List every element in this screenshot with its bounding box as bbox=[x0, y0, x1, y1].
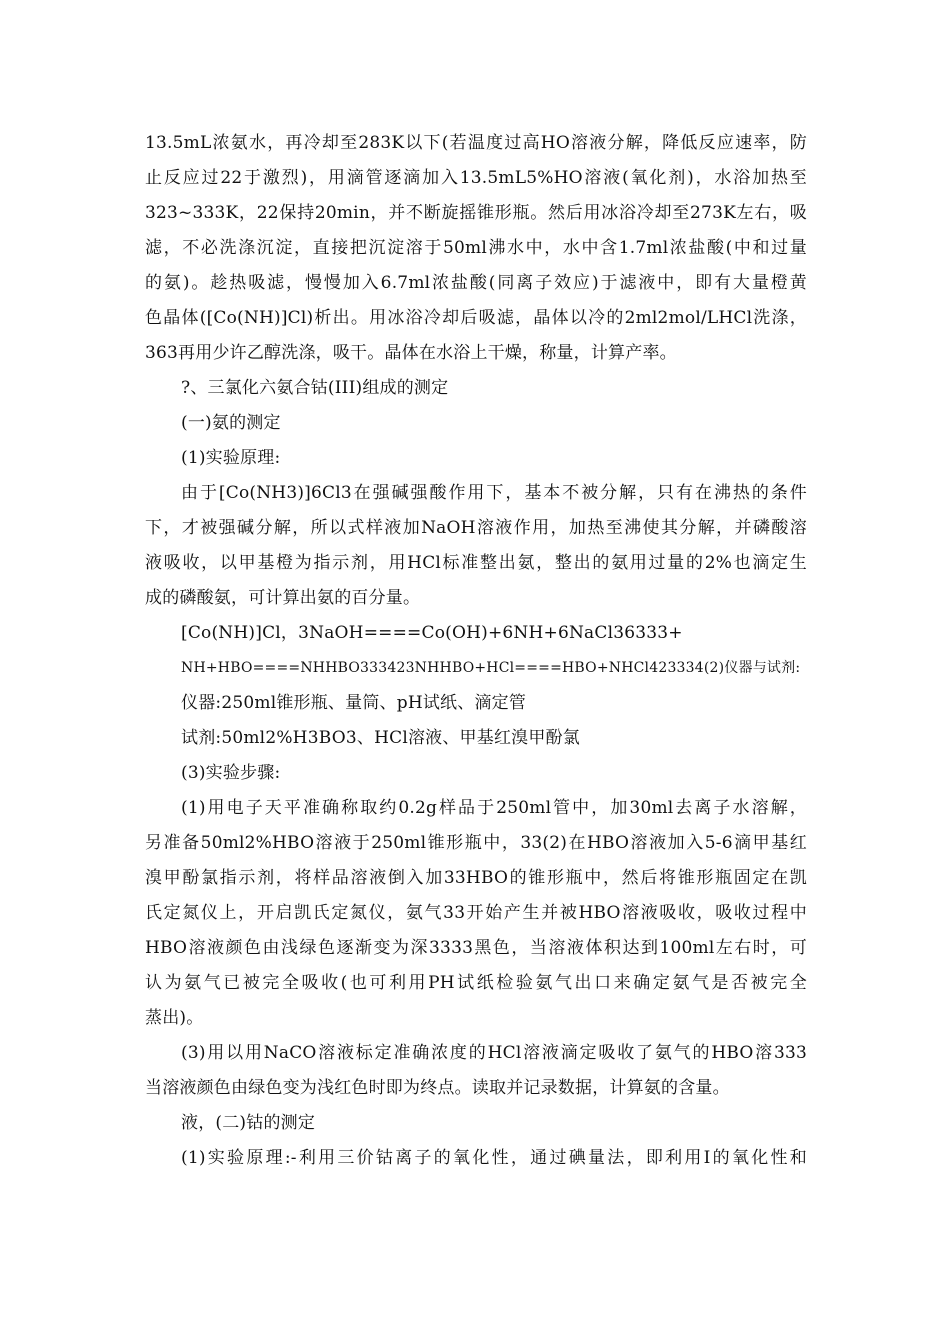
text-line: 成的磷酸氨，可计算出氨的百分量。 bbox=[145, 588, 421, 608]
subsection-heading: (1)实验原理: bbox=[181, 448, 281, 468]
section-heading: ?、三氯化六氨合钴(III)组成的测定 bbox=[181, 378, 449, 398]
document-body bbox=[145, 126, 807, 1176]
text-line: 当溶液颜色由绿色变为浅红色时即为终点。读取并记录数据，计算氨的含量。 bbox=[145, 1078, 730, 1098]
text-line: 由于[Co(NH3)]6Cl3在强碱强酸作用下，基本不被分解，只有在沸热的条件 bbox=[181, 483, 807, 503]
text-line: 363再用少许乙醇洗涤，吸干。晶体在水浴上干燥，称量，计算产率。 bbox=[145, 343, 677, 363]
text-line: 试剂:50ml2%H3BO3、HCl溶液、甲基红溴甲酚氯 bbox=[181, 728, 580, 748]
text-line: 另准备50ml2%HBO溶液于250ml锥形瓶中，33(2)在HBO溶液加入5-6滴甲基红 bbox=[145, 833, 807, 853]
text-line: 仪器:250ml锥形瓶、量筒、pH试纸、滴定管 bbox=[181, 693, 527, 713]
text-line: 323~333K，22保持20min，并不断旋摇锥形瓶。然后用冰浴冷却至273K左右，吸 bbox=[145, 203, 807, 223]
text-line: 的氨)。趁热吸滤，慢慢加入6.7ml浓盐酸(同离子效应)于滤液中，即有大量橙黄 bbox=[145, 273, 807, 293]
text-line: (1)实验原理:-利用三价钴离子的氧化性，通过碘量法，即利用I的氧化性和 bbox=[181, 1148, 807, 1168]
text-line: 下，才被强碱分解，所以式样液加NaOH溶液作用，加热至沸使其分解，并磷酸溶 bbox=[145, 518, 807, 538]
text-line: 色晶体([Co(NH)]Cl)析出。用冰浴冷却后吸滤，晶体以冷的2ml2mol/LHCl洗涤， bbox=[145, 308, 807, 328]
text-line: 蒸出)。 bbox=[145, 1008, 204, 1028]
text-line: 溴甲酚氯指示剂，将样品溶液倒入加33HBO的锥形瓶中，然后将锥形瓶固定在凯 bbox=[145, 868, 807, 888]
text-line: 13.5mL浓氨水，再冷却至283K以下(若温度过高HO溶液分解，降低反应速率，防 bbox=[145, 133, 807, 153]
equation-line: [Co(NH)]Cl，3NaOH====Co(OH)+6NH+6NaCl36333+ bbox=[181, 623, 683, 643]
text-line: 认为氨气已被完全吸收(也可利用PH试纸检验氨气出口来确定氨气是否被完全 bbox=[145, 973, 807, 993]
text-line: HBO溶液颜色由浅绿色逐渐变为深3333黑色，当溶液体积达到100ml左右时，可 bbox=[145, 938, 807, 958]
text-line: (3)用以用NaCO溶液标定准确浓度的HCl溶液滴定吸收了氨气的HBO溶333 bbox=[181, 1043, 807, 1063]
text-line: 滤，不必洗涤沉淀，直接把沉淀溶于50ml沸水中，水中含1.7ml浓盐酸(中和过量 bbox=[145, 238, 807, 258]
text-line: 氏定氮仪上，开启凯氏定氮仪，氨气33开始产生并被HBO溶液吸收，吸收过程中 bbox=[145, 903, 807, 923]
subsection-heading: 液，(二)钴的测定 bbox=[181, 1113, 316, 1133]
text-line: (1)用电子天平准确称取约0.2g样品于250ml管中，加30ml去离子水溶解， bbox=[181, 798, 807, 818]
text-line: 止反应过22于激烈)，用滴管逐滴加入13.5mL5%HO溶液(氧化剂)，水浴加热至 bbox=[145, 168, 807, 188]
subsection-heading: (3)实验步骤: bbox=[181, 763, 281, 783]
equation-line: NH+HBO====NHHBO333423NHHBO+HCl====HBO+NHCl423334(2)仪器与试剂: bbox=[181, 660, 801, 676]
text-line: 液吸收，以甲基橙为指示剂，用HCl标准整出氨，整出的氨用过量的2%也滴定生 bbox=[145, 553, 807, 573]
subsection-heading: (一)氨的测定 bbox=[181, 413, 281, 433]
